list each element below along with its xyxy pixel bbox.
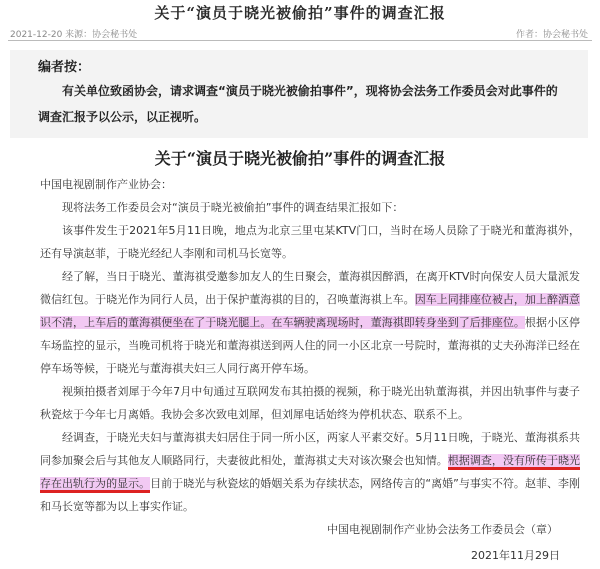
highlighted-underlined-text: 根据调查，没有所传于晓光存在出轨行为的显示。 xyxy=(40,454,580,493)
document-body xyxy=(40,173,580,518)
editor-note-text: 有关单位致函协会，请求调查“演员于晓光被偷拍事件”，现将协会法务工作委员会对此事件的调查汇报予以公示，以正视听。 xyxy=(38,84,558,124)
highlighted-text-1: 因车上同排座位被占，加上醉酒意识不清，上车后的董海祺便坐在了于晓光腿上。在车辆驶离现场时，董海祺即转身坐到了后排座位。 xyxy=(40,293,581,329)
article-author: 作者：协会秘书处 xyxy=(515,30,588,40)
paragraph-3-text-a: 经了解，当日于晓光、董海祺受邀参加友人的生日聚会，董海祺因醉酒，在离开KTV时向保安人员大量派发微信红包。于晓光作为同行人员，出于保护董海祺的目的，召唤董海祺上车。 xyxy=(40,270,580,306)
paragraph-5 xyxy=(40,426,580,518)
paragraph-4: 视频拍摄者刘犀于今年7月中旬通过互联网发布其拍摄的视频，称于晓光出轨董海祺，并因出轨事件与妻子秋瓷炫于今年七月离婚。我协会多次致电刘犀，但刘犀电话始终为停机状态、联系不上。 xyxy=(40,385,580,421)
paragraph-3 xyxy=(40,265,580,380)
document-salutation: 中国电视剧制作产业协会： xyxy=(40,178,172,191)
header-divider xyxy=(8,40,592,41)
paragraph-3-text-b: 根据小区停车场监控的显示，当晚司机将于晓光和董海祺送到两人住的同一小区北京一号院时，董海祺的丈夫孙海洋已经在停车场等候，于晓光与董海祺夫妇三人同行离开停车场。 xyxy=(40,316,581,375)
paragraph-5-text-a: 经调查，于晓光夫妇与董海祺夫妇居住于同一所小区，两家人平素交好。5月11日晚，于晓光、董海祺系共同参加聚会后与其他友人顺路同行，夫妻彼此相处，董海祺丈夫对该次聚会也知情。 xyxy=(40,431,580,467)
paragraph-1: 现将法务工作委员会对“演员于晓光被偷拍”事件的调查结果汇报如下： xyxy=(62,201,404,214)
document-title: 关于“演员于晓光被偷拍”事件的调查汇报 xyxy=(154,149,446,168)
paragraph-5-text-b: 目前于晓光与秋瓷炫的婚姻关系为存续状态，网络传言的“离婚”与事实不符。赵菲、李刚和马长宽等都为以上事实作证。 xyxy=(40,477,580,513)
paragraph-2: 该事件发生于2021年5月11日晚，地点为北京三里屯某KTV门口，当时在场人员除了于晓光和董海祺外，还有导演赵菲，于晓光经纪人李刚和司机马长宽等。 xyxy=(40,224,580,260)
editor-note-label: 编者按： xyxy=(38,60,91,75)
document-date: 2021年11月29日 xyxy=(471,549,560,562)
article-title: 关于“演员于晓光被偷拍”事件的调查汇报 xyxy=(154,4,446,22)
editor-note-box xyxy=(10,50,588,138)
document-signature: 中国电视剧制作产业协会法务工作委员会（章） xyxy=(327,523,558,536)
article-date-source: 2021-12-20 来源：协会秘书处 xyxy=(10,30,138,40)
